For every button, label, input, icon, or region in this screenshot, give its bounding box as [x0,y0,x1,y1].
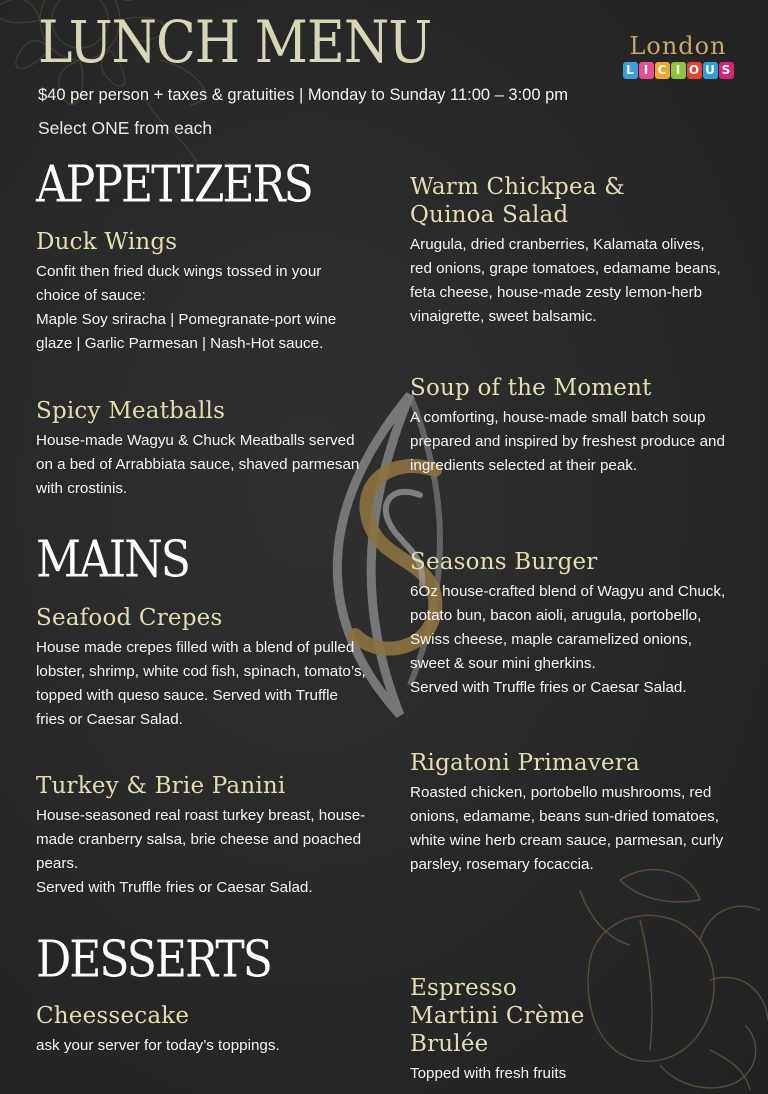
logo-letter: O [687,62,702,79]
item-name: Seafood Crepes [36,605,223,631]
logo-letter: C [655,62,670,79]
item-name: Soup of the Moment [410,375,652,401]
item-description: Arugula, dried cranberries, Kalamata olives, red onions, grape tomatoes, edamame beans, feta cheese, house-made zesty lemon-herb vinaigrette, sweet balsamic. [410,236,721,325]
logo-letter: S [719,62,734,79]
item-description: 6Oz house-crafted blend of Wagyu and Chuck, potato bun, bacon aioli, arugula, portobello, Swiss cheese, maple caramelized onions, sweet & sour mini gherkins. Served with Truffle fries or Caesar Salad. [410,583,726,696]
section-heading-desserts: DESSERTS [36,930,271,990]
price-and-hours: $40 per person + taxes & gratuities | Monday to Sunday 11:00 – 3:00 pm [38,86,569,104]
menu-title: LUNCH MENU [38,9,432,77]
item-description: Roasted chicken, portobello mushrooms, red onions, edamame, beans sun-dried tomatoes, white wine herb cream sauce, parmesan, curly parsley, rosemary focaccia. [410,784,724,873]
item-name: Spicy Meatballs [36,398,226,424]
logo-letter: I [639,62,654,79]
item-name: Warm Chickpea & Quinoa Salad [410,174,625,228]
item-name: Turkey & Brie Panini [36,773,286,799]
menu-item-seafood-crepes [36,604,366,732]
item-description: House-made Wagyu & Chuck Meatballs served on a bed of Arrabbiata sauce, shaved parmesan with crostinis. [36,432,360,497]
item-description: House-seasoned real roast turkey breast, house-made cranberry salsa, brie cheese and poached pears. Served with Truffle fries or Caesar Salad. [36,807,366,896]
item-description: House made crepes filled with a blend of pulled lobster, shrimp, white cod fish, spinach, tomato’s, topped with queso sauce. Served with Truffle fries or Caesar Salad. [36,639,366,728]
menu-item-turkey-brie-panini [36,772,366,900]
item-description: A comforting, house-made small batch soup prepared and inspired by freshest produce and ingredients selected at their peak. [410,409,725,474]
section-heading-mains: MAINS [36,530,189,590]
item-description: ask your server for today’s toppings. [36,1037,280,1054]
item-name: Espresso Martini Crème Brulée [410,975,585,1057]
item-name: Duck Wings [36,229,178,255]
logo-letter: L [623,62,638,79]
logo-letter-blocks [618,62,738,79]
selection-note: Select ONE from each [38,118,213,138]
logo-letter: I [671,62,686,79]
menu-item-chickpea-quinoa-salad [410,173,728,329]
logo-letter: U [703,62,718,79]
menu-item-espresso-martini-creme-brulee [410,974,710,1086]
menu-item-cheesecake [36,1002,366,1058]
logo-word: London [629,32,727,60]
item-description: Topped with fresh fruits [410,1065,567,1082]
menu-item-spicy-meatballs [36,397,366,501]
item-name: Rigatoni Primavera [410,750,640,776]
item-description: Confit then fried duck wings tossed in your choice of sauce: Maple Soy sriracha | Pomegranate-port wine glaze | Garlic Parmesan | Nash-Hot sauce. [36,263,337,352]
menu-item-rigatoni-primavera [410,749,728,877]
menu-item-duck-wings [36,228,366,356]
section-heading-appetizers: APPETIZERS [36,155,312,215]
london-licious-logo [618,34,738,79]
item-name: Seasons Burger [410,549,598,575]
menu-item-soup-of-the-moment [410,374,728,478]
menu-item-seasons-burger [410,548,728,700]
item-name: Cheessecake [36,1003,190,1029]
